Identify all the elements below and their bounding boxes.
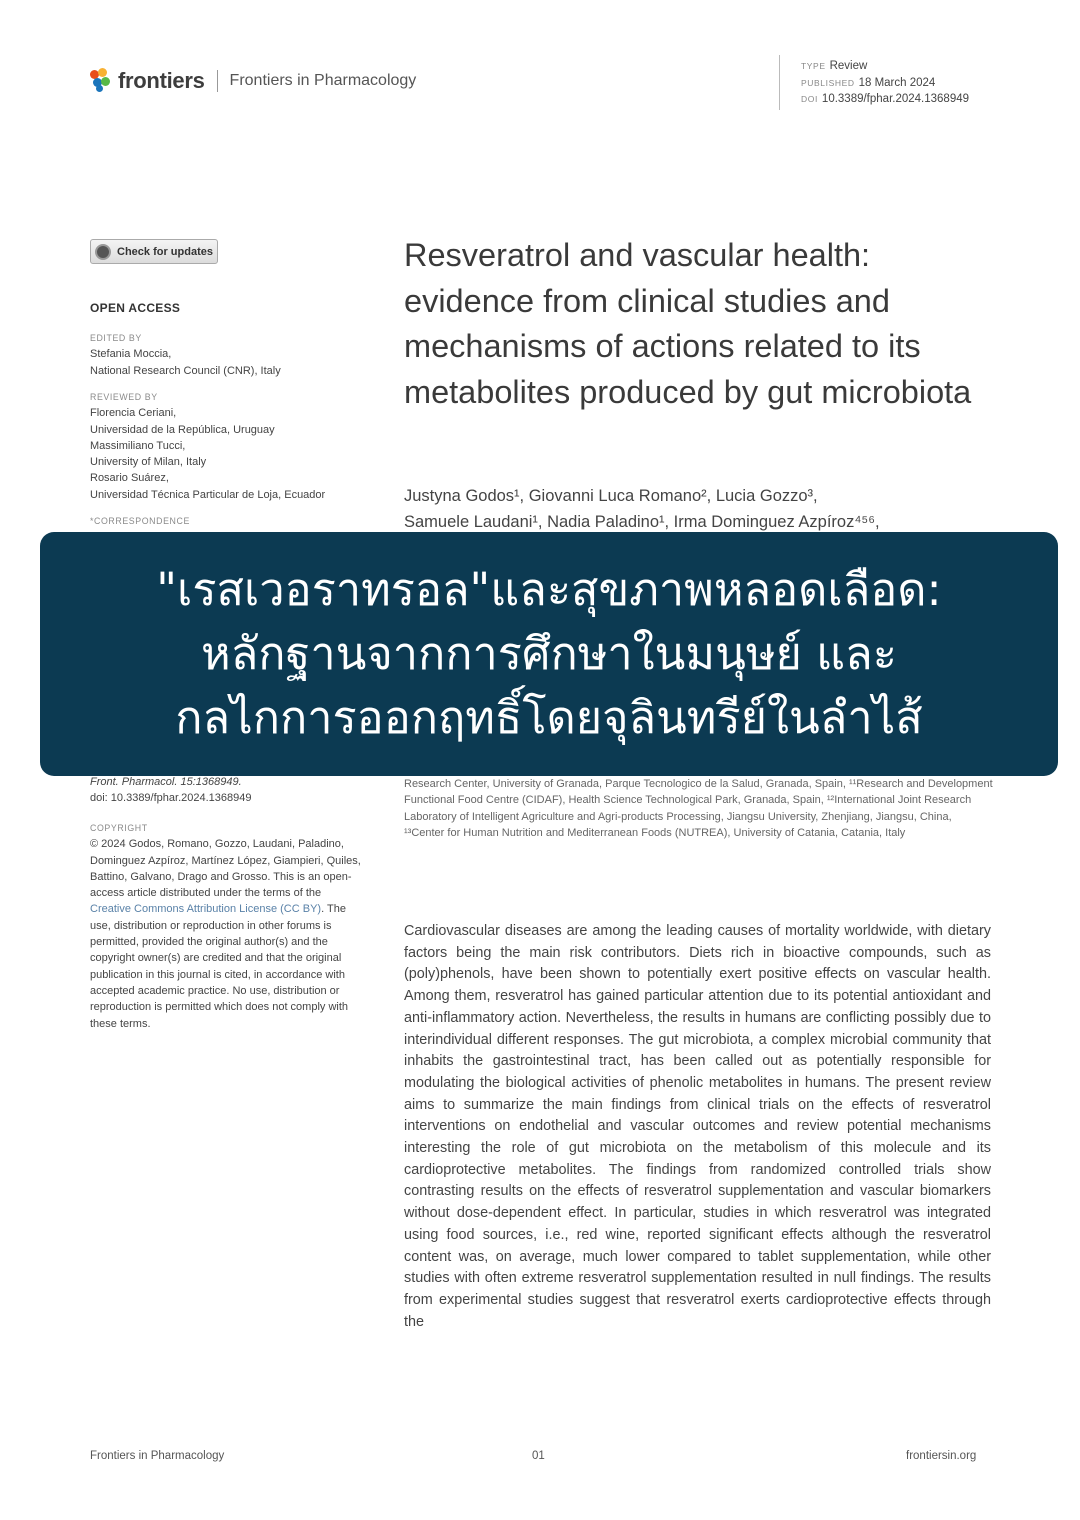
affiliations: Research Center, University of Granada, Parque Tecnologico de la Salud, Granada, Spain, ¹¹Research and Development Functional Food Centre (CIDAF), Health Science Technological Park, Granada, Spain, ¹²International Joint Research Laboratory of Intelligent Agriculture and Agri-products Processing, Jiangsu University, Zhenjiang, Jiangsu, China, ¹³Center for Human Nutrition and Mediterranean Foods (NUTREA), University of Catania, Catania, Italy: [404, 778, 993, 839]
header-divider: [217, 70, 218, 92]
banner-line-1: "เรสเวอราทรอล"และสุขภาพหลอดเลือด:: [156, 563, 942, 616]
page-number: 01: [532, 1450, 545, 1462]
footer-journal: Frontiers in Pharmacology: [90, 1450, 225, 1462]
frontiers-logo-icon: [90, 68, 112, 94]
refresh-icon: [95, 244, 111, 260]
reviewed-by-section: REVIEWED BY Florencia Ceriani, Universidad de la República, Uruguay Massimiliano Tucci, University of Milan, Italy Rosario Suárez, Universidad Técnica Particular de Loja, Ecuador: [90, 392, 326, 501]
journal-logo: [90, 68, 416, 94]
meta-divider: [779, 55, 780, 110]
journal-title: Frontiers in Pharmacology: [229, 72, 417, 89]
article-title: Resveratrol and vascular health: evidence from clinical studies and mechanisms of actions related to its metabolites produced by gut microbiota: [404, 237, 972, 410]
translated-title-banner: [40, 532, 1058, 776]
article-meta: TYPE Review PUBLISHED 18 March 2024 DOI 10.3389/fphar.2024.1368949: [801, 60, 970, 105]
citation: Front. Pharmacol. 15:1368949. doi: 10.3389/fphar.2024.1368949: [90, 776, 252, 805]
copyright-section: COPYRIGHT © 2024 Godos, Romano, Gozzo, Laudani, Paladino, Dominguez Azpíroz, Martínez López, Giampieri, Quiles, Battino, Galvano, Drago and Grosso. This is an open-access article distributed under the terms of the Creative Commons Attribution License (CC BY). The use, distribution or reproduction in other forums is permitted, provided the original author(s) and the copyright owner(s) are credited and that the original publication in this journal is cited, in accordance with accepted academic practice. No use, distribution or reproduction is permitted which does not comply with these terms.: [90, 823, 361, 1030]
cc-license-link[interactable]: Creative Commons Attribution License (CC BY): [90, 903, 322, 916]
banner-line-2: หลักฐานจากการศึกษาในมนุษย์ และ: [201, 627, 897, 680]
footer-site-link[interactable]: frontiersin.org: [906, 1450, 977, 1462]
edited-by-section: EDITED BY Stefania Moccia, National Research Council (CNR), Italy: [90, 333, 281, 377]
check-for-updates-button[interactable]: Check for updates: [90, 239, 218, 264]
banner-line-3: กลไกการออกฤทธิ์โดยจุลินทรีย์ในลำไส้: [175, 691, 923, 744]
author-list: Justyna Godos¹, Giovanni Luca Romano², Lucia Gozzo³, Samuele Laudani¹, Nadia Paladino¹, Irma Dominguez Azpíroz⁴⁵⁶,: [404, 487, 880, 531]
correspondence-label: *CORRESPONDENCE: [90, 516, 190, 526]
brand-name: frontiers: [118, 68, 205, 93]
abstract: Cardiovascular diseases are among the leading causes of mortality worldwide, with dietary factors being the main risk contributors. Diets rich in bioactive compounds, such as (poly)phenols, have been shown to potentially exert positive effects on vascular health. Among them, resveratrol has gained particular attention due to its potential antioxidant and anti-inflammatory action. Nevertheless, the results in humans are conflicting possibly due to interindividual different responses. The gut microbiota, a complex microbial community that inhabits the gastrointestinal tract, has been called out as potentially responsible for modulating the biological activities of phenolic metabolites in humans. The present review aims to summarize the main findings from clinical trials on the effects of resveratrol interventions on endothelial and vascular outcomes and review potential mechanisms interesting the role of gut microbiota on the metabolism of this molecule and its cardioprotective metabolites. The findings from randomized controlled trials show contrasting results on the effects of resveratrol supplementation and vascular biomarkers without dose-dependent effect. In particular, studies in which resveratrol was integrated using food sources, i.e., red wine, reported significant effects although the resveratrol content was, on average, much lower compared to tablet supplementation, while other studies with often extreme resveratrol supplementation resulted in null findings. The results from experimental studies suggest that resveratrol exerts cardioprotective effects through the: [404, 923, 991, 1330]
open-access-label: OPEN ACCESS: [90, 301, 181, 315]
